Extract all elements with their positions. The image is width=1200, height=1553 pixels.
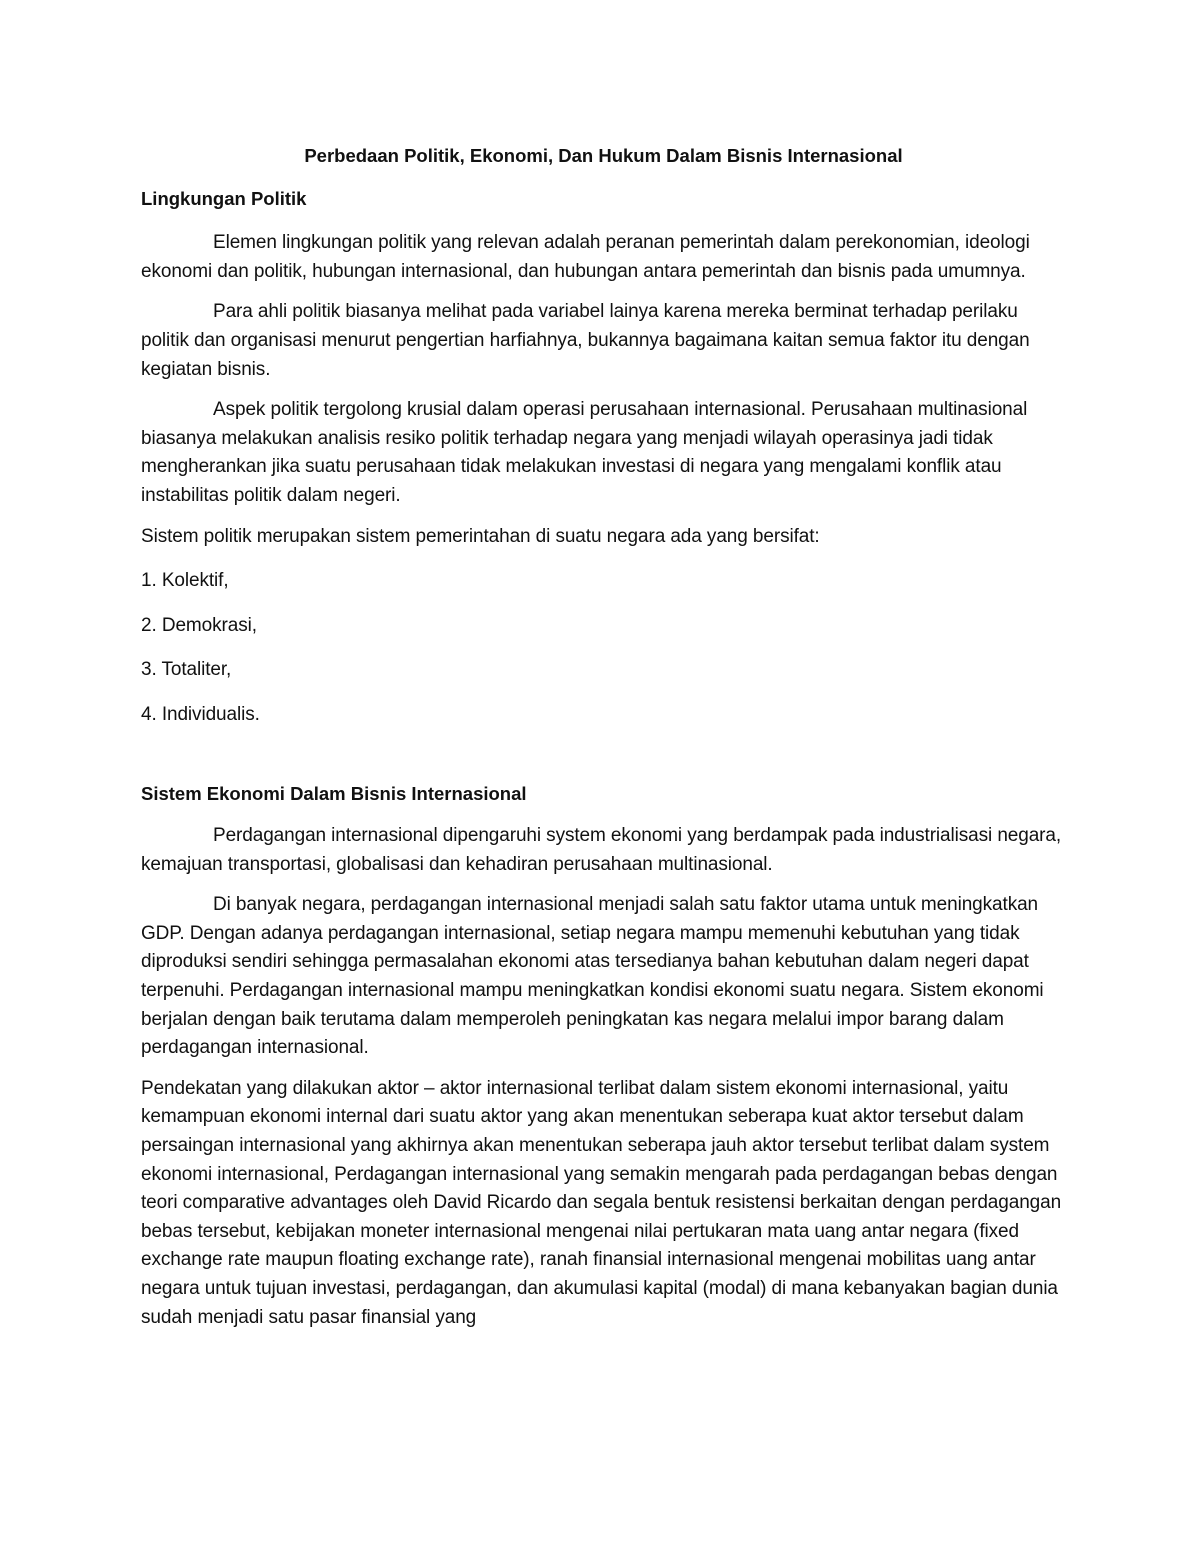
list-item: 3. Totaliter,: [141, 659, 232, 681]
list-item: 4. Individualis.: [141, 703, 260, 725]
list-item: 2. Demokrasi,: [141, 614, 257, 636]
document-body: [141, 142, 1066, 1332]
paragraph: Elemen lingkungan politik yang relevan adalah peranan pemerintah dalam perekonomian, ideologi ekonomi dan politik, hubungan internasional, dan hubungan antara pemerintah dan bisnis pada umumnya.: [141, 232, 1030, 282]
list-item: 1. Kolektif,: [141, 570, 229, 592]
paragraph: Aspek politik tergolong krusial dalam operasi perusahaan internasional. Perusahaan multinasional biasanya melakukan analisis resiko politik terhadap negara yang menjadi wilayah operasinya jadi tidak mengherankan jika suatu perusahaan tidak melakukan investasi di negara yang mengalami konflik atau instabilitas politik dalam negeri.: [141, 399, 1028, 506]
section-heading-politik: Lingkungan Politik: [141, 187, 307, 209]
paragraph: Pendekatan yang dilakukan aktor – aktor internasional terlibat dalam sistem ekonomi internasional, yaitu kemampuan ekonomi internal dari suatu aktor yang akan menentukan seberapa kuat aktor tersebut dalam persaingan internasional yang akhirnya akan menentukan seberapa jauh aktor tersebut terlibat dalam system ekonomi internasional, Perdagangan internasional yang semakin mengarah pada perdagangan bebas dengan teori comparative advantages oleh David Ricardo dan segala bentuk resistensi berkaitan dengan perdagangan bebas tersebut, kebijakan moneter internasional mengenai nilai pertukaran mata uang antar negara (fixed exchange rate maupun floating exchange rate), ranah finansial internasional mengenai mobilitas uang antar negara untuk tujuan investasi, perdagangan, dan akumulasi kapital (modal) di mana kebanyakan bagian dunia sudah menjadi satu pasar finansial yang: [141, 1077, 1062, 1328]
paragraph: Sistem politik merupakan sistem pemerintahan di suatu negara ada yang bersifat:: [141, 525, 820, 547]
paragraph: Perdagangan internasional dipengaruhi system ekonomi yang berdampak pada industrialisasi negara, kemajuan transportasi, globalisasi dan kehadiran perusahaan multinasional.: [141, 825, 1062, 875]
document-title: Perbedaan Politik, Ekonomi, Dan Hukum Dalam Bisnis Internasional: [304, 145, 903, 166]
section-heading-ekonomi: Sistem Ekonomi Dalam Bisnis Internasional: [141, 782, 527, 804]
paragraph: Para ahli politik biasanya melihat pada variabel lainya karena mereka berminat terhadap perilaku politik dan organisasi menurut pengertian harfiahnya, bukannya bagaimana kaitan semua faktor itu dengan kegiatan bisnis.: [141, 301, 1030, 380]
paragraph: Di banyak negara, perdagangan internasional menjadi salah satu faktor utama untuk meningkatkan GDP. Dengan adanya perdagangan internasional, setiap negara mampu memenuhi kebutuhan yang tidak diproduksi sendiri sehingga permasalahan ekonomi atas tersedianya bahan kebutuhan dalam negeri dapat terpenuhi. Perdagangan internasional mampu meningkatkan kondisi ekonomi suatu negara. Sistem ekonomi berjalan dengan baik terutama dalam memperoleh peningkatan kas negara melalui impor barang dalam perdagangan internasional.: [141, 894, 1044, 1059]
